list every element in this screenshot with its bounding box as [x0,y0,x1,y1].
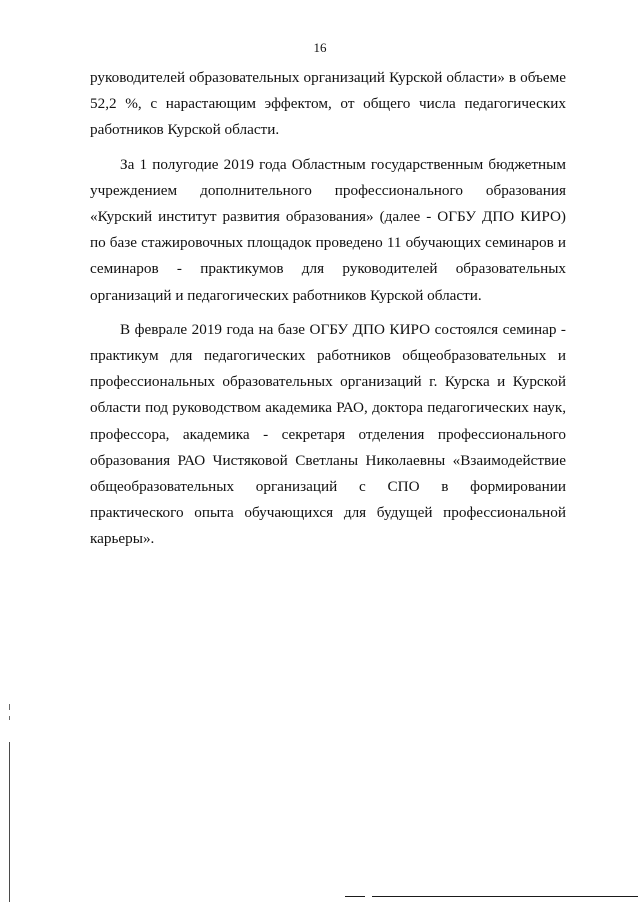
document-body [90,65,566,553]
paragraph-seminars-summary: За 1 полугодие 2019 года Областным государственным бюджетным учреждением дополнительного профессионального образования «Курский институт развития образования» (далее - ОГБУ ДПО КИРО) по базе стажировочных площадок проведено 11 обучающих семинаров и семинаров - практикумов для руководителей образовательных организаций и педагогических работников Курской области. [90,155,566,304]
margin-tick-mark [9,704,10,710]
page-number: 16 [313,40,327,55]
footer-rule-short [345,896,365,897]
margin-scan-line [9,742,10,902]
footer-rule-long [372,896,638,897]
paragraph-continuation: руководителей образовательных организаций Курской области» в объеме 52,2 %, с нарастающим эффектом, от общего числа педагогических работников Курской области. [90,69,566,139]
paragraph-february-seminar: В феврале 2019 года на базе ОГБУ ДПО КИРО состоялся семинар - практикум для педагогических работников общеобразовательных и профессиональных образовательных организаций г. Курска и Курской области под руководством академика РАО, доктора педагогических наук, профессора, академика - секретаря отделения профессионального образования РАО Чистяковой Светланы Николаевны «Взаимодействие общеобразовательных организаций с СПО в формировании практического опыта обучающихся для будущей профессиональной карьеры». [90,320,566,548]
margin-tick-mark [9,716,10,720]
